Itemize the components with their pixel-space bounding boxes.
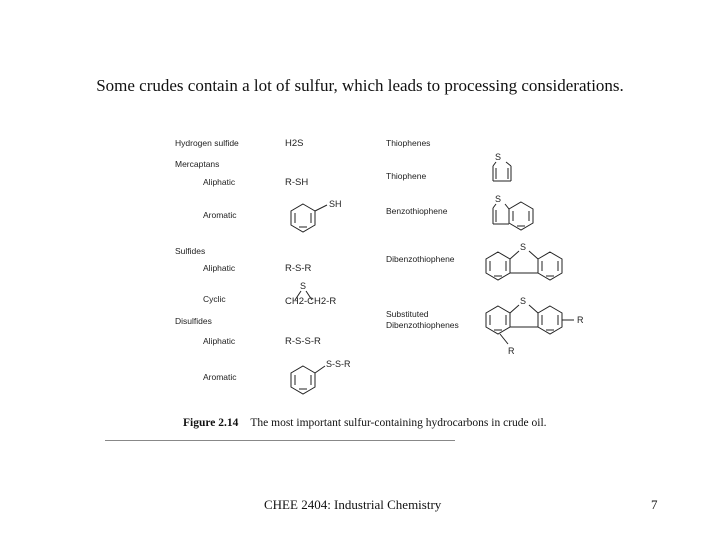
aromatic-disulfide-structure [285, 356, 365, 402]
benzothiophene-structure [484, 192, 548, 234]
footer-course-title: CHEE 2404: Industrial Chemistry [264, 497, 442, 512]
label-dibenzothiophene: Dibenzothiophene [386, 254, 455, 264]
figure-number: Figure 2.14 [183, 417, 239, 429]
label-substituted: Substituted [386, 309, 429, 319]
label-sulfides: Sulfides [175, 246, 206, 256]
benzenethiol-structure [285, 196, 355, 242]
label-sulfide-aliphatic: Aliphatic [203, 263, 236, 273]
substituted-dibenzothiophene-structure [478, 292, 598, 358]
sh-group-label: SH [329, 199, 342, 209]
figure-caption-text: The most important sulfur-containing hydrocarbons in crude oil. [250, 417, 547, 429]
label-disulfide-aliphatic: Aliphatic [203, 336, 236, 346]
label-mercaptan-aromatic: Aromatic [203, 210, 237, 220]
footer-page-number: 7 [651, 497, 658, 512]
ssr-group-label: S-S-R [326, 359, 351, 369]
cyclic-s-label: S [300, 281, 307, 291]
formula-rsr: R-S-R [285, 263, 312, 274]
r-group-bottom: R [508, 346, 515, 356]
label-thiophene: Thiophene [386, 171, 427, 181]
label-dibenzothiophenes: Dibenzothiophenes [386, 320, 459, 330]
dibenzothiophene-structure [478, 238, 578, 284]
figure-caption [183, 417, 547, 429]
label-sulfide-cyclic: Cyclic [203, 294, 226, 304]
label-thiophenes: Thiophenes [386, 138, 431, 148]
formula-rsh: R-SH [285, 177, 309, 188]
formula-h2s: H2S [285, 138, 304, 149]
r-group-right: R [577, 315, 584, 325]
dibenzothiophene-s-label: S [520, 242, 527, 252]
formula-rssr: R-S-S-R [285, 336, 321, 347]
substituted-s-label: S [520, 296, 527, 306]
divider-line [105, 440, 455, 441]
label-disulfides: Disulfides [175, 316, 212, 326]
slide-headline: Some crudes contain a lot of sulfur, which leads to processing considerations. [96, 76, 624, 95]
thiophene-s-label: S [495, 152, 502, 162]
label-benzothiophene: Benzothiophene [386, 206, 448, 216]
label-hydrogen-sulfide: Hydrogen sulfide [175, 138, 239, 148]
label-disulfide-aromatic: Aromatic [203, 372, 237, 382]
label-mercaptans: Mercaptans [175, 159, 220, 169]
label-mercaptan-aliphatic: Aliphatic [203, 177, 236, 187]
benzothiophene-s-label: S [495, 194, 502, 204]
thiophene-structure [484, 150, 524, 186]
formula-cyclic: CH2-CH2-R [285, 296, 337, 307]
